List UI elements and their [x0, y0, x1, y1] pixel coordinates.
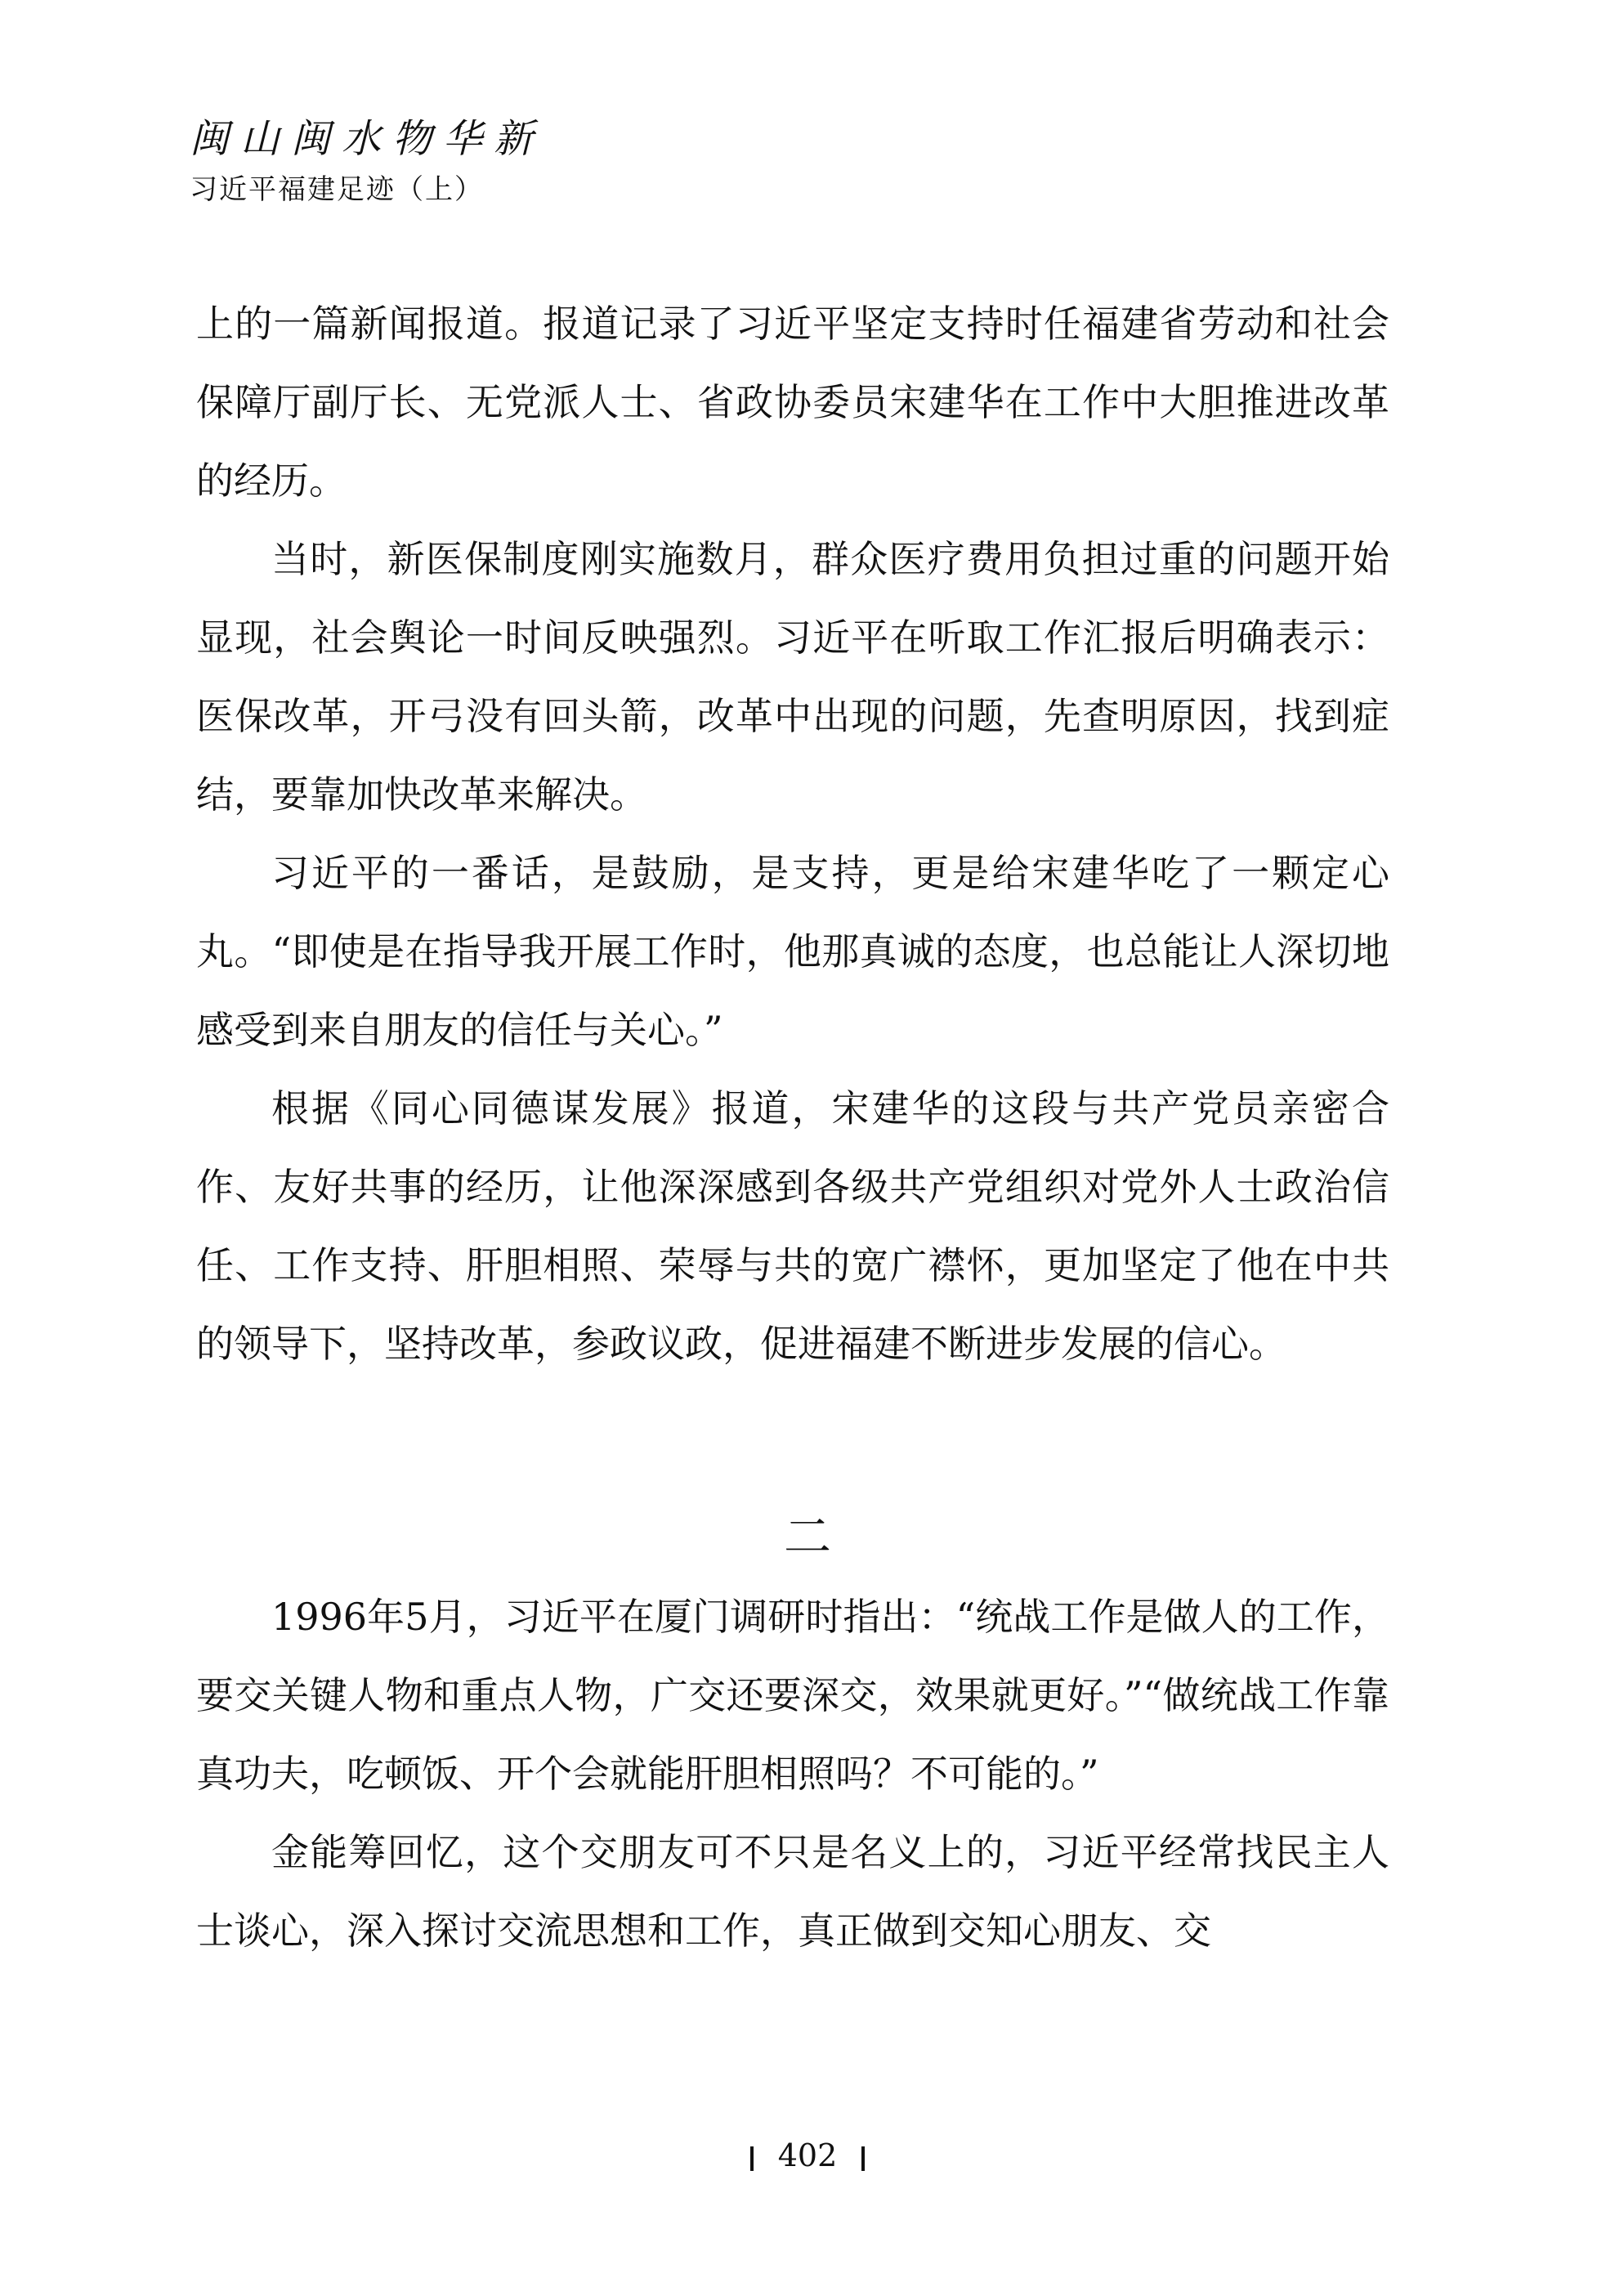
book-title: 闽山闽水物华新 — [190, 116, 545, 162]
running-header — [190, 114, 544, 208]
paragraph: 金能筹回忆，这个交朋友可不只是名义上的，习近平经常找民主人士谈心，深入探讨交流思想和工作，真正做到交知心朋友、交 — [196, 1830, 1389, 1953]
body-text-bottom — [196, 1578, 1389, 1970]
paragraph: 根据《同心同德谋发展》报道，宋建华的这段与共产党员亲密合作、友好共事的经历，让他深深感到各级共产党组织对党外人士政治信任、工作支持、肝胆相照、荣辱与共的宽广襟怀，更加坚定了他在中共的领导下，坚持改革，参政议政，促进福建不断进步发展的信心。 — [196, 1086, 1389, 1366]
paragraph: 上的一篇新闻报道。报道记录了习近平坚定支持时任福建省劳动和社会保障厅副厅长、无党派人士、省政协委员宋建华在工作中大胆推进改革的经历。 — [196, 302, 1389, 503]
page-number: 402 — [777, 2137, 838, 2173]
folio-divider-right — [861, 2146, 865, 2171]
paragraph: 习近平的一番话，是鼓励，是支持，更是给宋建华吃了一颗定心丸。“即使是在指导我开展工作时，他那真诚的态度，也总能让人深切地感受到来自朋友的信任与关心。” — [196, 851, 1389, 1052]
paragraph: 1996年5月，习近平在厦门调研时指出：“统战工作是做人的工作，要交关键人物和重点人物，广交还要深交，效果就更好。”“做统战工作靠真功夫，吃顿饭、开个会就能肝胆相照吗？不可能的。” — [196, 1595, 1389, 1796]
book-subtitle: 习近平福建足迹（上） — [190, 173, 484, 206]
section-number: 二 — [783, 1509, 831, 1564]
page-footer — [0, 2135, 1615, 2176]
body-text-top — [196, 284, 1389, 1383]
paragraph: 当时，新医保制度刚实施数月，群众医疗费用负担过重的问题开始显现，社会舆论一时间反映强烈。习近平在听取工作汇报后明确表示：医保改革，开弓没有回头箭，改革中出现的问题，先查明原因，找到症结，要靠加快改革来解决。 — [196, 537, 1389, 817]
folio-divider-left — [750, 2146, 754, 2171]
